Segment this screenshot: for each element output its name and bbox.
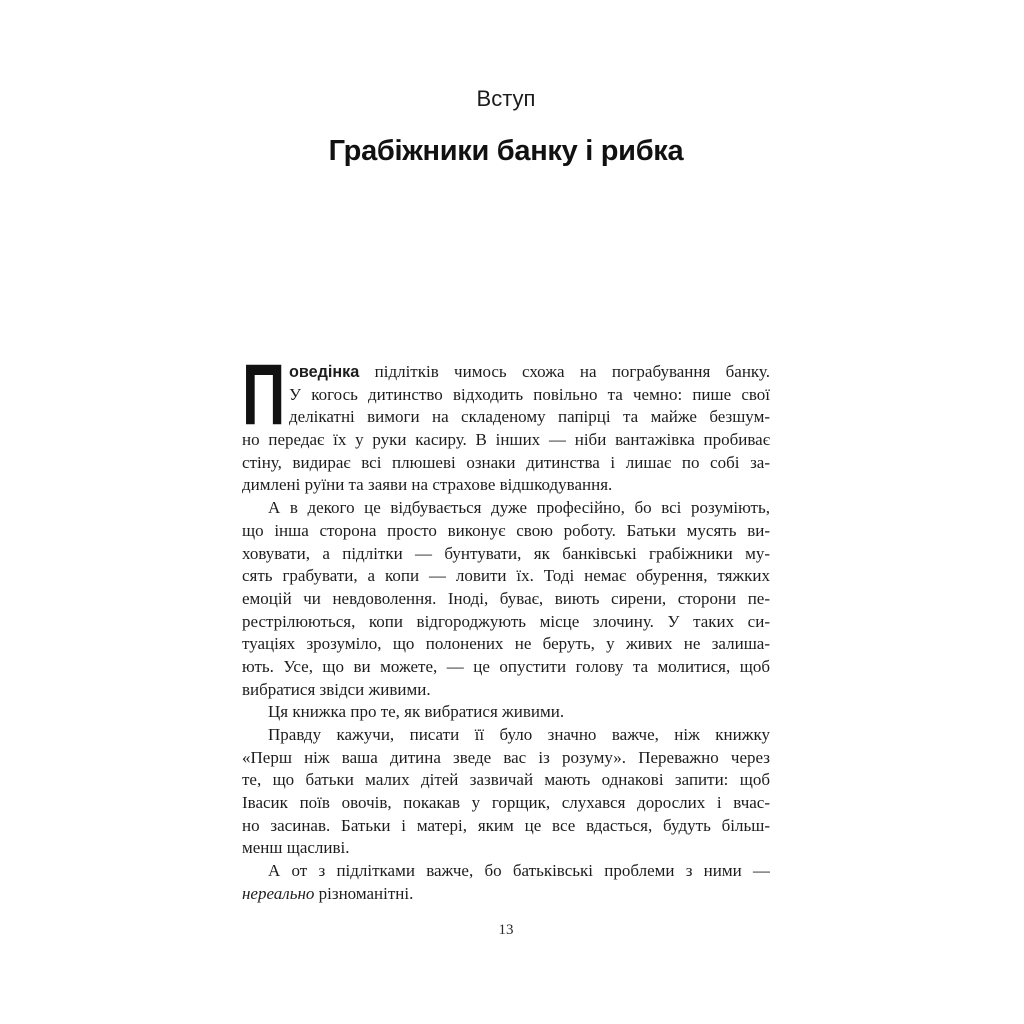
text-line [242, 633, 770, 656]
text-line [242, 588, 770, 611]
text-line [242, 860, 770, 883]
text-run: но засинав. Батьки і матері, яким це все вдасться, будуть більш- [242, 815, 770, 835]
text-line [242, 701, 770, 724]
text-line [242, 497, 770, 520]
text-run: ховувати, а підлітки — бунтувати, як банківські грабіжники му- [242, 543, 770, 563]
text-run: Івасик поїв овочів, покакав у горщик, слухався дорослих і вчас- [242, 793, 770, 813]
text-run: делікатні вимоги на складеному папірці та майже безшум- [289, 407, 770, 427]
text-run: А от з підлітками важче, бо батьківські проблеми з ними — [268, 861, 770, 881]
text-line [242, 543, 770, 566]
text-run: що інша сторона просто виконує свою роботу. Батьки мусять ви- [242, 520, 770, 540]
chapter-title: Грабіжники банку і рибка [328, 135, 684, 167]
paragraph [242, 701, 770, 724]
text-line [242, 769, 770, 792]
text-run: різноманітні. [314, 883, 414, 903]
text-run: менш щасливі. [242, 838, 350, 858]
text-run: сять грабувати, а копи — ловити їх. Тоді немає обурення, тяжких [242, 566, 770, 586]
text-line [242, 565, 770, 588]
text-line [242, 815, 770, 838]
text-run: стіну, видирає всі плюшеві ознаки дитинства і лишає по собі за- [242, 452, 770, 472]
text-run: рестрілюються, копи відгороджують місце злочину. У таких си- [242, 611, 770, 631]
paragraph [242, 497, 770, 701]
text-line [242, 724, 770, 747]
paragraph [242, 724, 770, 860]
text-line [242, 520, 770, 543]
text-line [242, 611, 770, 634]
text-line [242, 474, 770, 497]
section-label: Вступ [476, 86, 536, 111]
text-run: но передає їх у руки касиру. В інших — ніби вантажівка пробиває [242, 430, 770, 450]
text-line [242, 679, 770, 702]
text-run: Ця книжка про те, як вибратися живими. [268, 702, 565, 722]
text-line [242, 429, 770, 452]
text-run: підлітків чимось схожа на пограбування банку. [359, 362, 770, 381]
text-run: туаціях зрозуміло, що полонених не беруть, у живих не залиша- [242, 634, 770, 654]
text-line [242, 883, 770, 906]
text-line [242, 656, 770, 679]
text-run: емоцій чи невдоволення. Іноді, буває, виють сирени, сторони пе- [242, 588, 770, 608]
text-run: те, що батьки малих дітей зазвичай мають однакові запити: щоб [242, 770, 770, 790]
italic-run: нереально [242, 883, 315, 903]
text-line [242, 792, 770, 815]
drop-cap-letter: П [242, 347, 286, 443]
page-number: 13 [498, 922, 514, 938]
text-run: У когось дитинство відходить повільно та чемно: пише свої [289, 384, 770, 404]
text-line [289, 361, 770, 384]
bold-run: оведінка [289, 363, 360, 381]
body-text [242, 347, 770, 906]
drop-cap [242, 347, 289, 443]
text-run: вибратися звідси живими. [242, 679, 431, 699]
text-line [289, 406, 770, 429]
text-line [242, 452, 770, 475]
text-line [242, 837, 770, 860]
text-run: ють. Усе, що ви можете, — це опустити голову та молитися, щоб [242, 656, 770, 676]
text-line [242, 747, 770, 770]
text-line [289, 384, 770, 407]
text-run: Правду кажучи, писати її було значно важче, ніж книжку [268, 725, 770, 744]
text-run: димлені руїни та заяви на страхове відшкодування. [242, 475, 613, 495]
paragraph [242, 860, 770, 905]
text-run: А в декого це відбувається дуже професійно, бо всі розуміють, [268, 498, 770, 518]
text-run: «Перш ніж ваша дитина зведе вас із розуму». Переважно через [242, 747, 770, 767]
paragraph [242, 347, 770, 497]
